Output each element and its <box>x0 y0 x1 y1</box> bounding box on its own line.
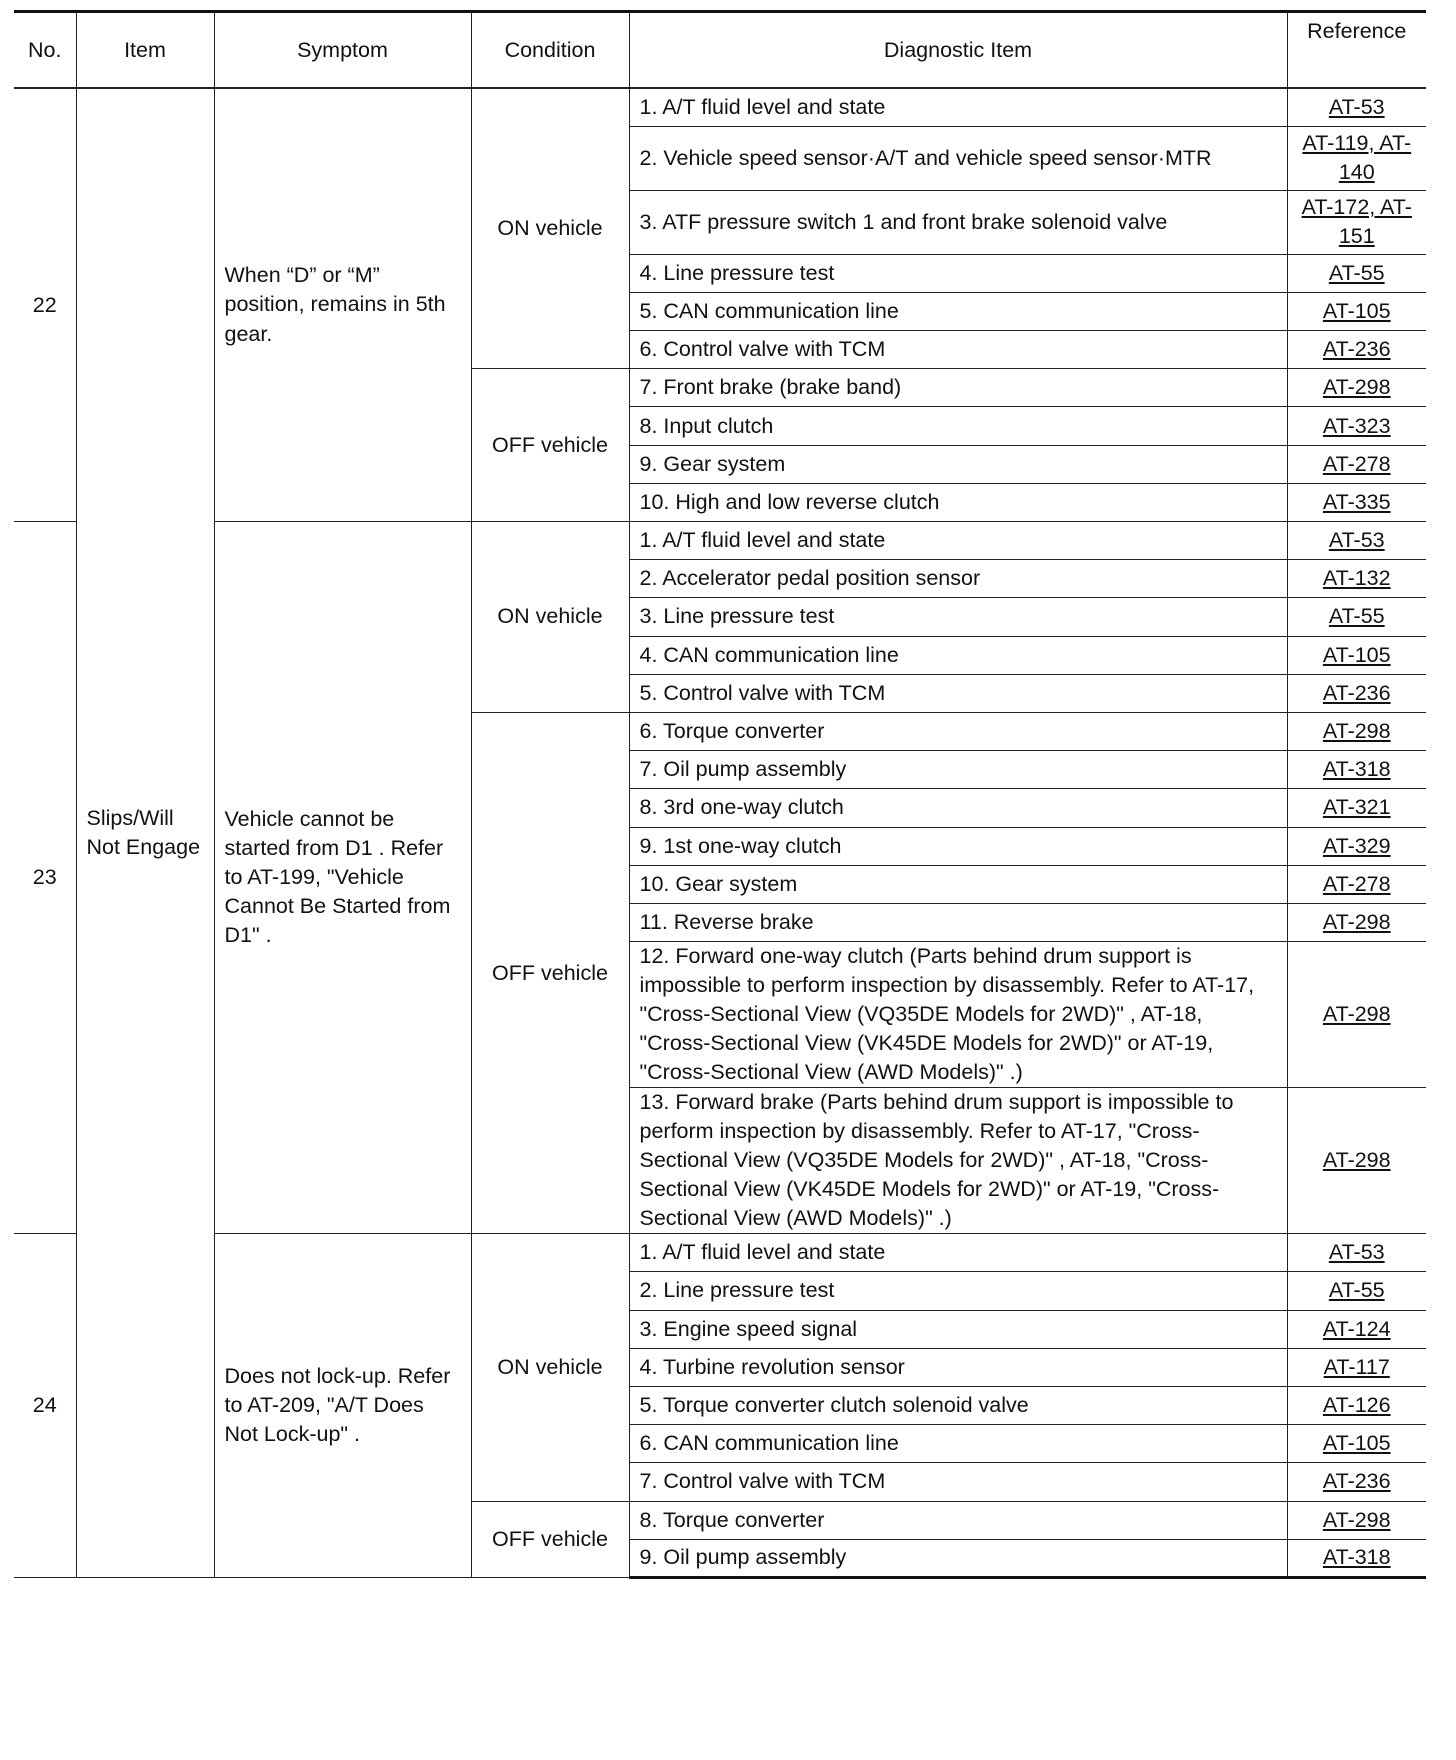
reference-link[interactable]: AT-329 <box>1322 833 1391 858</box>
diagnostic-item: 9. Gear system <box>629 445 1287 483</box>
reference-link[interactable]: AT-53 <box>1328 528 1385 553</box>
diagnostic-item: 10. Gear system <box>629 865 1287 903</box>
row-number: 24 <box>14 1234 76 1578</box>
reference-cell <box>1287 1425 1426 1463</box>
diagnostic-item: 9. Oil pump assembly <box>629 1539 1287 1577</box>
reference-cell <box>1287 369 1426 407</box>
diagnostic-item: 5. Torque converter clutch solenoid valve <box>629 1386 1287 1424</box>
reference-cell <box>1287 522 1426 560</box>
reference-link[interactable]: AT-105 <box>1322 642 1391 667</box>
diagnostic-item: 1. A/T fluid level and state <box>629 88 1287 126</box>
condition-cell: OFF vehicle <box>471 1501 629 1577</box>
diagnostic-item: 13. Forward brake (Parts behind drum support is impossible to perform inspection by disassembly. Refer to AT-17, "Cross-Sectional View (VQ35DE Models for 2WD)" , AT-18, "Cross-Sectional View (VK45DE Models for 2WD)" or AT-19, "Cross-Sectional View (AWD Models)" .) <box>629 1088 1287 1234</box>
reference-cell <box>1287 126 1426 190</box>
reference-cell <box>1287 598 1426 636</box>
reference-cell <box>1287 903 1426 941</box>
reference-cell <box>1287 751 1426 789</box>
reference-cell <box>1287 560 1426 598</box>
symptom-cell: Does not lock-up. Refer to AT-209, "A/T Does Not Lock-up" . <box>214 1234 471 1578</box>
reference-cell <box>1287 190 1426 254</box>
reference-link[interactable]: AT-318 <box>1322 757 1391 782</box>
diagnostic-item: 8. 3rd one-way clutch <box>629 789 1287 827</box>
reference-link[interactable]: AT-117 <box>1323 1354 1390 1379</box>
diagnostic-item: 4. CAN communication line <box>629 636 1287 674</box>
reference-cell <box>1287 789 1426 827</box>
reference-cell <box>1287 942 1426 1088</box>
diagnostic-item: 10. High and low reverse clutch <box>629 483 1287 521</box>
reference-link[interactable]: AT-53 <box>1328 1240 1385 1265</box>
header-reference: Reference <box>1287 12 1426 89</box>
diagnostic-item: 6. Torque converter <box>629 712 1287 750</box>
reference-cell <box>1287 1310 1426 1348</box>
diagnosis-table <box>14 10 1426 1579</box>
reference-cell <box>1287 483 1426 521</box>
diagnostic-item: 3. ATF pressure switch 1 and front brake solenoid valve <box>629 190 1287 254</box>
reference-link[interactable]: AT-335 <box>1322 489 1391 514</box>
reference-link[interactable]: AT-126 <box>1322 1393 1391 1418</box>
diagnostic-item: 4. Turbine revolution sensor <box>629 1348 1287 1386</box>
reference-link[interactable]: AT-298 <box>1322 1002 1391 1027</box>
reference-link[interactable]: AT-236 <box>1322 680 1391 705</box>
table-row <box>14 1234 1426 1272</box>
header-no: No. <box>14 12 76 89</box>
reference-link[interactable]: AT-119, AT-140 <box>1302 131 1412 185</box>
reference-link[interactable]: AT-298 <box>1322 719 1391 744</box>
condition-cell: ON vehicle <box>471 88 629 369</box>
table-row <box>14 522 1426 560</box>
reference-link[interactable]: AT-55 <box>1328 260 1385 285</box>
diagnostic-item: 6. CAN communication line <box>629 1425 1287 1463</box>
reference-link[interactable]: AT-124 <box>1322 1316 1391 1341</box>
table-header <box>14 12 1426 89</box>
diagnostic-item: 7. Oil pump assembly <box>629 751 1287 789</box>
diagnostic-item: 1. A/T fluid level and state <box>629 1234 1287 1272</box>
condition-cell: OFF vehicle <box>471 369 629 522</box>
reference-link[interactable]: AT-132 <box>1322 566 1391 591</box>
reference-link[interactable]: AT-321 <box>1322 795 1391 820</box>
diagnostic-item: 8. Input clutch <box>629 407 1287 445</box>
reference-link[interactable]: AT-298 <box>1322 1148 1391 1173</box>
reference-cell <box>1287 1234 1426 1272</box>
reference-cell <box>1287 636 1426 674</box>
reference-link[interactable]: AT-105 <box>1322 1431 1391 1456</box>
condition-cell: ON vehicle <box>471 1234 629 1501</box>
diagnostic-item: 4. Line pressure test <box>629 254 1287 292</box>
diagnostic-item: 1. A/T fluid level and state <box>629 522 1287 560</box>
reference-link[interactable]: AT-298 <box>1322 909 1391 934</box>
condition-cell: ON vehicle <box>471 522 629 713</box>
reference-cell <box>1287 331 1426 369</box>
reference-cell <box>1287 1539 1426 1577</box>
diagnostic-item: 9. 1st one-way clutch <box>629 827 1287 865</box>
diagnostic-item: 7. Control valve with TCM <box>629 1463 1287 1501</box>
reference-cell <box>1287 1501 1426 1539</box>
table-body <box>14 88 1426 1577</box>
reference-link[interactable]: AT-323 <box>1322 413 1391 438</box>
reference-cell <box>1287 445 1426 483</box>
header-symptom: Symptom <box>214 12 471 89</box>
diagnostic-item: 2. Vehicle speed sensor·A/T and vehicle speed sensor·MTR <box>629 126 1287 190</box>
reference-link[interactable]: AT-53 <box>1328 94 1385 119</box>
diagnostic-item: 5. Control valve with TCM <box>629 674 1287 712</box>
reference-link[interactable]: AT-278 <box>1322 451 1391 476</box>
reference-cell <box>1287 1463 1426 1501</box>
symptom-cell: Vehicle cannot be started from D1 . Refer to AT-199, "Vehicle Cannot Be Started from D1" . <box>214 522 471 1234</box>
row-number: 22 <box>14 88 76 522</box>
reference-cell <box>1287 712 1426 750</box>
diagnostic-item: 5. CAN communication line <box>629 292 1287 330</box>
reference-link[interactable]: AT-55 <box>1328 1278 1385 1303</box>
header-row <box>14 12 1426 89</box>
condition-cell: OFF vehicle <box>471 712 629 1233</box>
header-diagnostic-item: Diagnostic Item <box>629 12 1287 89</box>
symptom-cell: When “D” or “M” position, remains in 5th gear. <box>214 88 471 522</box>
row-number: 23 <box>14 522 76 1234</box>
reference-link[interactable]: AT-298 <box>1322 375 1391 400</box>
reference-link[interactable]: AT-105 <box>1322 298 1391 323</box>
reference-cell <box>1287 1088 1426 1234</box>
diagnostic-item: 2. Line pressure test <box>629 1272 1287 1310</box>
reference-cell <box>1287 407 1426 445</box>
reference-link[interactable]: AT-298 <box>1322 1507 1391 1532</box>
diagnostic-item: 6. Control valve with TCM <box>629 331 1287 369</box>
reference-link[interactable]: AT-172, AT-151 <box>1301 195 1412 249</box>
reference-cell <box>1287 674 1426 712</box>
diagnostic-item: 3. Engine speed signal <box>629 1310 1287 1348</box>
reference-cell <box>1287 88 1426 126</box>
reference-cell <box>1287 292 1426 330</box>
reference-cell <box>1287 1386 1426 1424</box>
diagnostic-item: 12. Forward one-way clutch (Parts behind drum support is impossible to perform inspection by disassembly. Refer to AT-17, "Cross-Sectional View (VQ35DE Models for 2WD)" , AT-18, "Cross-Sectional View (VK45DE Models for 2WD)" or AT-19, "Cross-Sectional View (AWD Models)" .) <box>629 942 1287 1088</box>
reference-cell <box>1287 865 1426 903</box>
diagnostic-item: 3. Line pressure test <box>629 598 1287 636</box>
header-item: Item <box>76 12 214 89</box>
reference-cell <box>1287 1272 1426 1310</box>
header-condition: Condition <box>471 12 629 89</box>
diagnostic-item: 7. Front brake (brake band) <box>629 369 1287 407</box>
table-row <box>14 88 1426 126</box>
reference-cell <box>1287 827 1426 865</box>
item-cell: Slips/Will Not Engage <box>76 88 214 1577</box>
diagnostic-item: 2. Accelerator pedal position sensor <box>629 560 1287 598</box>
diagnostic-item: 11. Reverse brake <box>629 903 1287 941</box>
reference-link[interactable]: AT-278 <box>1322 871 1391 896</box>
reference-link[interactable]: AT-236 <box>1322 337 1391 362</box>
reference-link[interactable]: AT-55 <box>1328 604 1385 629</box>
reference-link[interactable]: AT-236 <box>1322 1469 1391 1494</box>
reference-cell <box>1287 254 1426 292</box>
reference-link[interactable]: AT-318 <box>1322 1545 1391 1570</box>
reference-cell <box>1287 1348 1426 1386</box>
diagnostic-item: 8. Torque converter <box>629 1501 1287 1539</box>
